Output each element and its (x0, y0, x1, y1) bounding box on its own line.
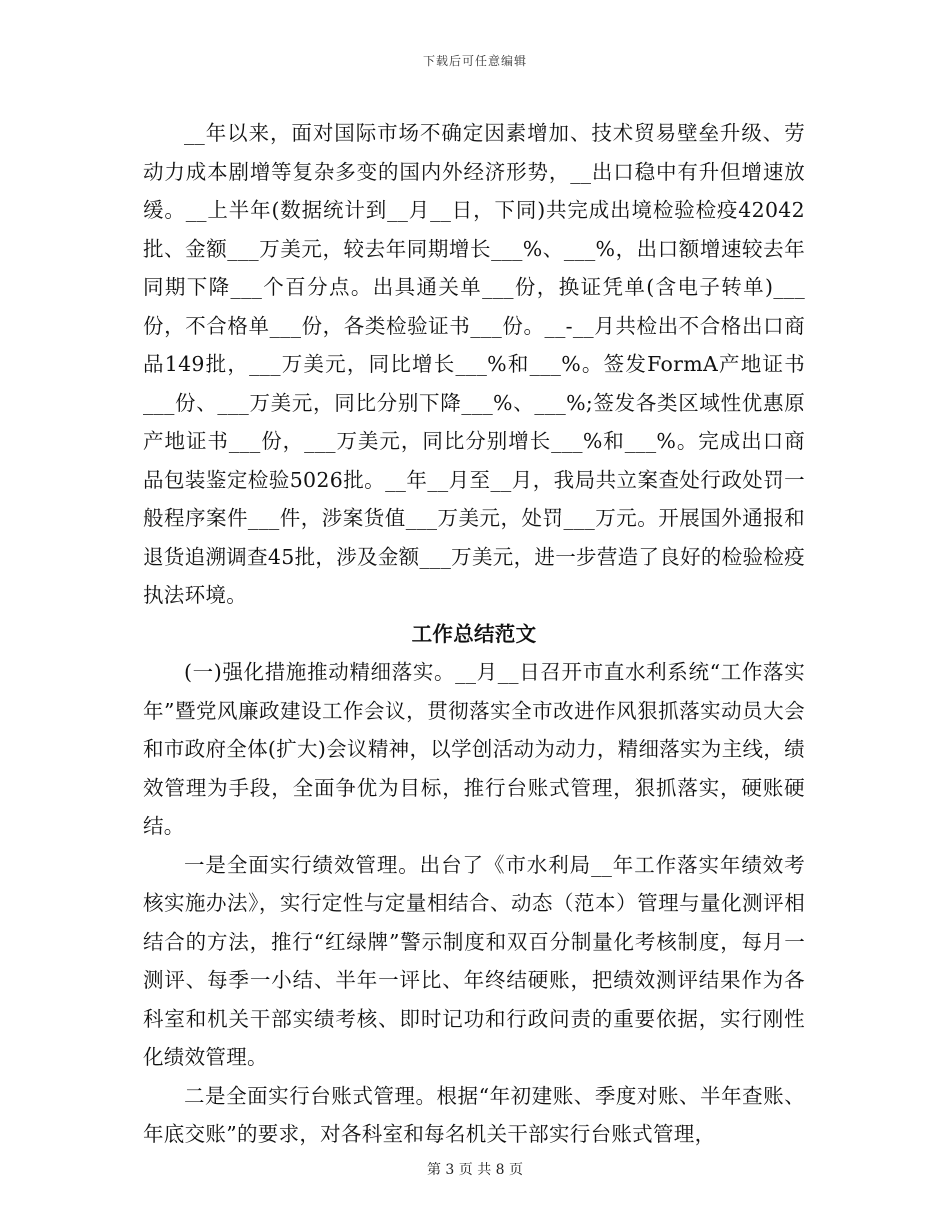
body-paragraph-export-inspection: __年以来，面对国际市场不确定因素增加、技术贸易壁垒升级、劳动力成本剧增等复杂多变的国内外经济形势，__出口稳中有升但增速放缓。__上半年(数据统计到__月__日，下同)共完成出境检验检疫42042批、金额___万美元，较去年同期增长___%、___%，出口额增速较去年同期下降___个百分点。出具通关单___份，换证凭单(含电子转单)___份，不合格单___份，各类检验证书___份。__-__月共检出不合格出口商品149批，___万美元，同比增长___%和___%。签发FormA产地证书___份、___万美元，同比分别下降___%、___%;签发各类区域性优惠原产地证书___份，___万美元，同比分别增长___%和___%。完成出口商品包装鉴定检验5026批。__年__月至__月，我局共立案查处行政处罚一般程序案件___件，涉案货值___万美元，处罚___万元。开展国外通报和退货追溯调查45批，涉及金额___万美元，进一步营造了良好的检验检疫执法环境。 (143, 121, 805, 607)
section-title: 工作总结范文 (411, 621, 537, 646)
body-paragraph-measures: (一)强化措施推动精细落实。__月__日召开市直水利系统“工作落实年”暨党风廉政建设工作会议，贯彻落实全市改进作风狠抓落实动员大会和市政府全体(扩大)会议精神，以学创活动为动力，精细落实为主线，绩效管理为手段，全面争优为目标，推行台账式管理，狠抓落实，硬账硬结。 (143, 660, 805, 838)
document-body (143, 114, 805, 1154)
body-paragraph-performance-management: 一是全面实行绩效管理。出台了《市水利局__年工作落实年绩效考核实施办法》，实行定性与定量相结合、动态（范本）管理与量化测评相结合的方法，推行“红绿牌”警示制度和双百分制量化考核制度，每月一测评、每季一小结、半年一评比、年终结硬账，把绩效测评结果作为各科室和机关干部实绩考核、即时记功和行政问责的重要依据，实行刚性化绩效管理。 (143, 852, 805, 1069)
body-paragraph-ledger-management: 二是全面实行台账式管理。根据“年初建账、季度对账、半年查账、年底交账”的要求，对各科室和每名机关干部实行台账式管理， (143, 1083, 805, 1146)
page-number: 第 3 页 共 8 页 (426, 1162, 524, 1178)
page-header-note: 下载后可任意编辑 (422, 54, 527, 68)
